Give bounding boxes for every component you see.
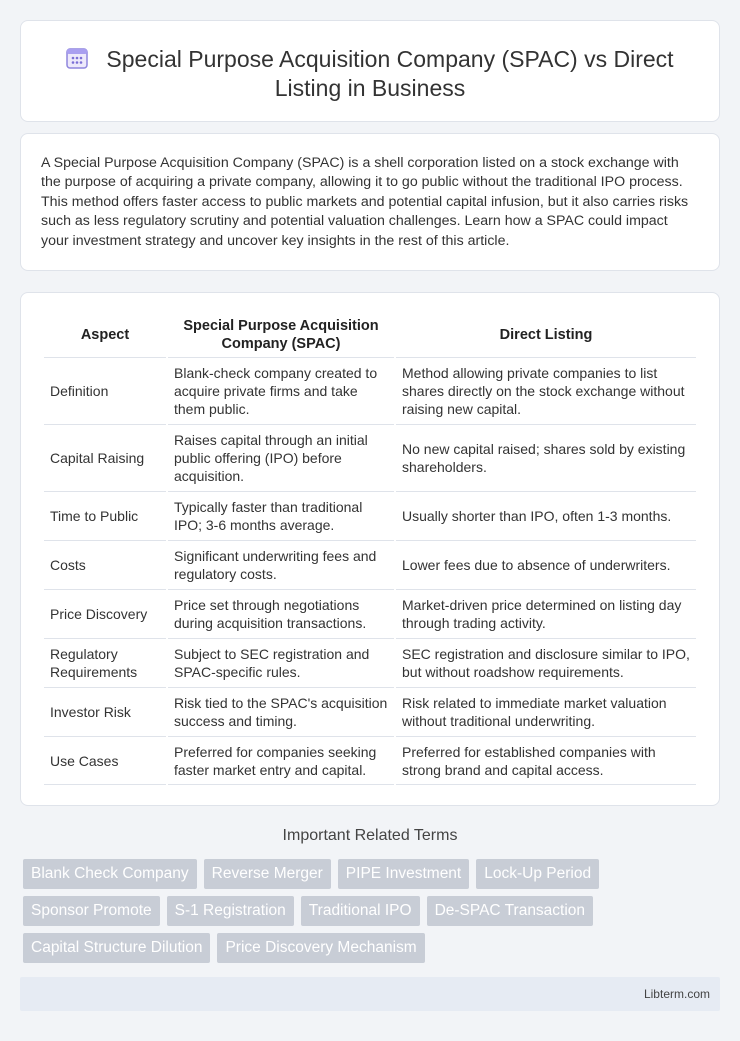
cell-aspect: Capital Raising (44, 424, 166, 491)
tag-sponsor-promote[interactable]: Sponsor Promote (23, 896, 160, 926)
related-terms-heading: Important Related Terms (282, 827, 458, 844)
comparison-card (20, 292, 720, 806)
comparison-table (42, 313, 698, 785)
cell-direct: Preferred for established companies with strong brand and capital access. (396, 736, 696, 785)
cell-direct: Usually shorter than IPO, often 1-3 months. (396, 491, 696, 540)
tag-capital-structure-dilution[interactable]: Capital Structure Dilution (23, 933, 210, 963)
tag-blank-check-company[interactable]: Blank Check Company (23, 859, 197, 889)
cell-direct: SEC registration and disclosure similar to IPO, but without roadshow requirements. (396, 638, 696, 687)
cell-spac: Typically faster than traditional IPO; 3-6 months average. (168, 491, 394, 540)
cell-direct: No new capital raised; shares sold by existing shareholders. (396, 424, 696, 491)
cell-direct: Risk related to immediate market valuation without traditional underwriting. (396, 687, 696, 736)
table-row (44, 540, 696, 589)
cell-aspect: Use Cases (44, 736, 166, 785)
table-row (44, 638, 696, 687)
intro-paragraph: A Special Purpose Acquisition Company (SPAC) is a shell corporation listed on a stock exchange with the purpose of acquiring a private company, allowing it to go public without the traditional IPO process. This method offers faster access to public markets and potential capital infusion, but it also carries risks such as less regulatory scrutiny and potential valuation challenges. Learn how a SPAC could impact your investment strategy and uncover key insights in the rest of this article. (41, 155, 689, 249)
tag-de-spac-transaction[interactable]: De-SPAC Transaction (427, 896, 593, 926)
tag-price-discovery-mechanism[interactable]: Price Discovery Mechanism (217, 933, 424, 963)
cell-direct: Lower fees due to absence of underwriters. (396, 540, 696, 589)
footer-site-link[interactable]: Libterm.com (643, 987, 710, 1001)
cell-aspect: Price Discovery (44, 589, 166, 638)
cell-spac: Blank-check company created to acquire private firms and take them public. (168, 357, 394, 424)
tag-lock-up-period[interactable]: Lock-Up Period (476, 859, 599, 889)
tag-row (23, 933, 713, 970)
cell-aspect: Definition (44, 357, 166, 424)
footer-bar (20, 977, 720, 1011)
table-header-row (44, 313, 696, 357)
cell-spac: Preferred for companies seeking faster market entry and capital. (168, 736, 394, 785)
table-row (44, 589, 696, 638)
cell-spac: Raises capital through an initial public offering (IPO) before acquisition. (168, 424, 394, 491)
table-row (44, 424, 696, 491)
tag-reverse-merger[interactable]: Reverse Merger (204, 859, 331, 889)
related-terms-list (23, 859, 713, 970)
tag-s1-registration[interactable]: S-1 Registration (167, 896, 294, 926)
cell-spac: Significant underwriting fees and regulatory costs. (168, 540, 394, 589)
tag-row (23, 896, 713, 933)
column-header-spac: Special Purpose Acquisition Company (SPAC) (183, 318, 379, 352)
tag-row (23, 859, 713, 896)
table-row (44, 491, 696, 540)
cell-spac: Price set through negotiations during acquisition transactions. (168, 589, 394, 638)
tag-traditional-ipo[interactable]: Traditional IPO (301, 896, 420, 926)
cell-aspect: Regulatory Requirements (44, 638, 166, 687)
cell-aspect: Time to Public (44, 491, 166, 540)
page-title-block (21, 45, 719, 103)
page-title: Special Purpose Acquisition Company (SPAC) vs Direct Listing in Business (106, 46, 674, 101)
cell-spac: Subject to SEC registration and SPAC-specific rules. (168, 638, 394, 687)
cell-direct: Market-driven price determined on listing day through trading activity. (396, 589, 696, 638)
table-row (44, 687, 696, 736)
column-header-aspect: Aspect (80, 327, 130, 343)
cell-spac: Risk tied to the SPAC's acquisition success and timing. (168, 687, 394, 736)
cell-aspect: Costs (44, 540, 166, 589)
cell-aspect: Investor Risk (44, 687, 166, 736)
column-header-direct: Direct Listing (499, 327, 593, 343)
title-card (20, 20, 720, 122)
tag-pipe-investment[interactable]: PIPE Investment (338, 859, 469, 889)
table-row (44, 736, 696, 785)
intro-card (20, 133, 720, 271)
table-row (44, 357, 696, 424)
calendar-icon (66, 47, 88, 69)
cell-direct: Method allowing private companies to list shares directly on the stock exchange without raising new capital. (396, 357, 696, 424)
